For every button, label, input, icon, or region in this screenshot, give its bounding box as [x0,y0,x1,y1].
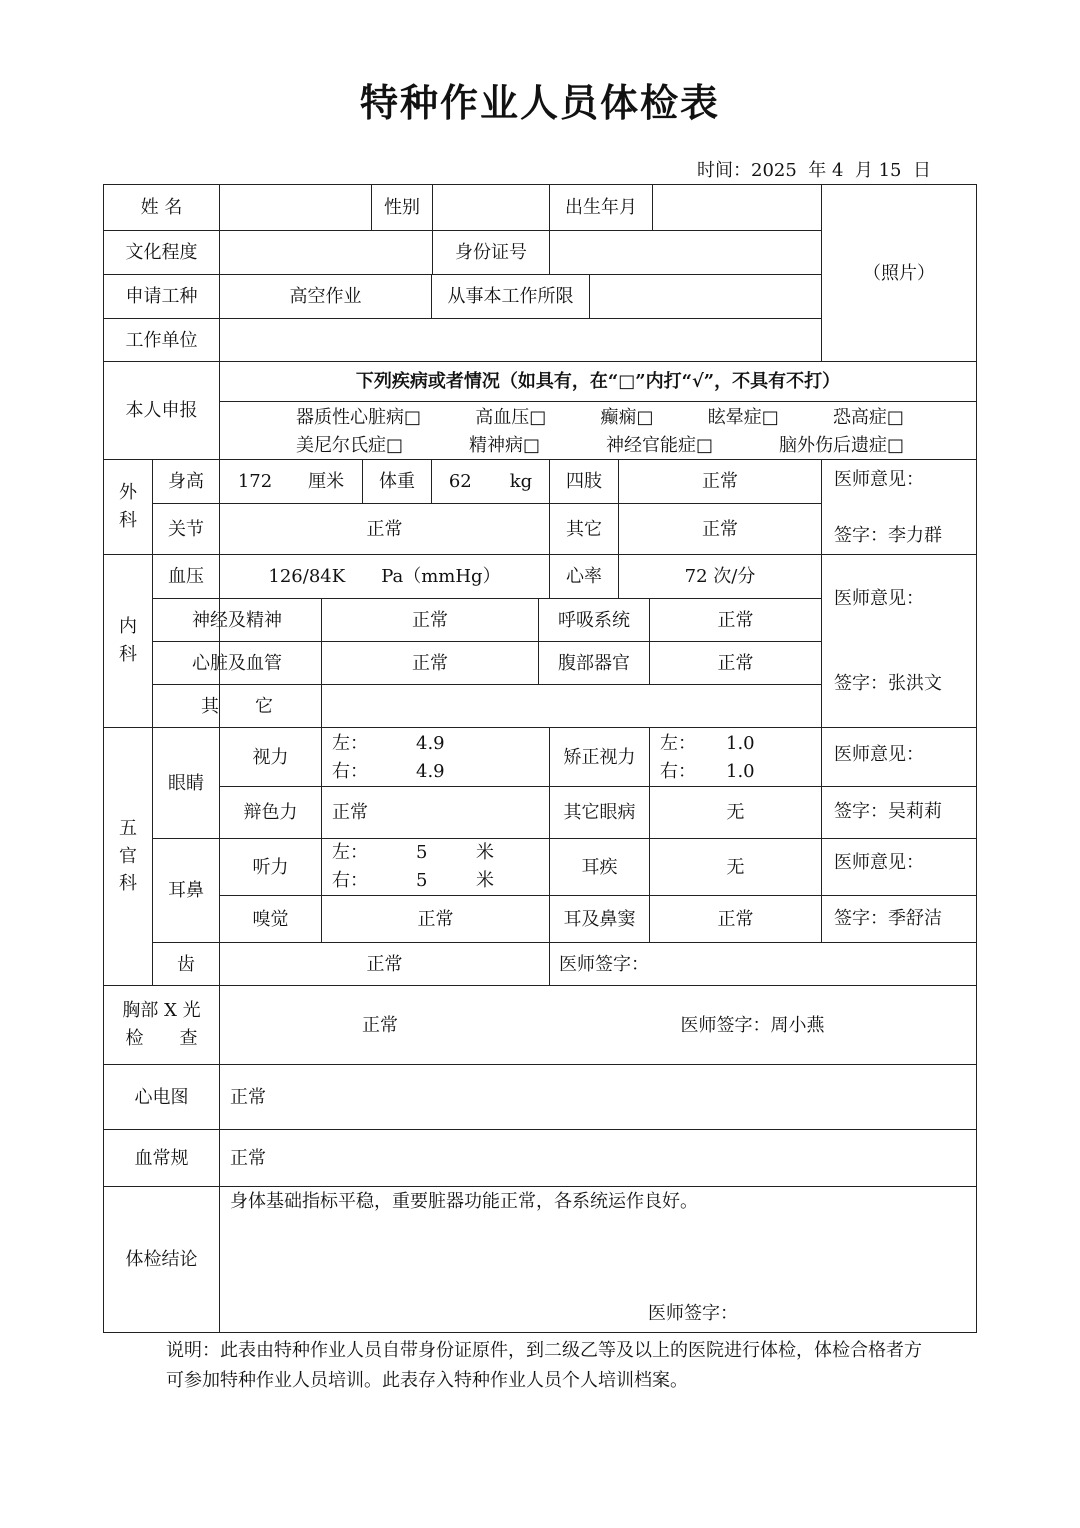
teeth-label: 齿 [177,953,195,975]
gender-field[interactable] [433,185,549,230]
footnote: 说明：此表由特种作业人员自带身份证原件，到二级乙等及以上的医院进行体检，体检合格者方可参加特种作业人员培训。此表存入特种作业人员个人培训档案。 [166,1340,922,1391]
joints-value[interactable]: 正常 [366,518,403,540]
heart-value[interactable]: 正常 [412,652,448,674]
bp-value: 126/84K [268,566,346,587]
vision-left-value: 4.9 [416,732,445,754]
xray-label-line1: 胸部 X 光 [122,1000,201,1021]
conclusion-doctor-sign: 医师签字： [648,1302,738,1324]
gender-label: 性别 [384,197,420,218]
disease-checkbox[interactable]: 恐高症□ [832,406,904,428]
bp-label: 血压 [168,566,204,587]
corrected-vision-values[interactable] [650,729,821,786]
employer-field[interactable] [220,319,821,361]
disease-checkbox[interactable]: 神经官能症□ [605,434,713,456]
self-report-label: 本人申报 [125,400,198,421]
color-vision-value[interactable]: 正常 [332,802,368,823]
id-field[interactable] [550,231,821,274]
hearing-unit: 米 [476,842,494,863]
smell-label: 嗅觉 [252,908,289,930]
internal-doctor-opinion: 医师意见： [834,587,924,609]
corrected-vision-label: 矫正视力 [563,746,636,768]
hr-label: 心率 [566,566,602,587]
internal-other-label: 其 它 [201,695,273,717]
eye-doctor-opinion: 医师意见： [834,743,924,765]
xray-label [104,986,219,1064]
nerve-label: 神经及精神 [192,609,282,631]
ear-disease-value[interactable]: 无 [726,856,745,878]
surgery-doctor-sign: 签字：李力群 [834,524,942,546]
left-label: 左： [332,732,368,754]
conclusion-label: 体检结论 [125,1249,198,1270]
sinus-value[interactable]: 正常 [717,908,754,930]
eye-doctor-sign: 签字：吴莉莉 [834,800,942,822]
left-label: 左： [332,842,368,863]
eyes-label: 眼睛 [168,772,204,794]
other-eye-label: 其它眼病 [563,802,636,823]
disease-checkbox[interactable]: 精神病□ [468,434,540,456]
disease-row-2 [296,431,904,459]
resp-value[interactable]: 正常 [717,609,754,631]
xray-doctor-sign: 医师签字：周小燕 [680,1014,825,1036]
birth-field[interactable] [653,185,821,230]
education-label: 文化程度 [125,242,198,263]
surgery-section-label: 外 科 [119,482,137,531]
ent-doctor-sign: 签字：季舒洁 [834,907,942,929]
blood-value[interactable]: 正常 [230,1147,266,1169]
right-label: 右： [332,870,368,891]
nerve-value[interactable]: 正常 [412,609,448,631]
hearing-label: 听力 [252,856,289,878]
weight-cell[interactable] [432,460,549,503]
ent-doctor-opinion: 医师意见： [834,851,924,873]
ecg-value[interactable]: 正常 [230,1086,266,1108]
blood-label: 血常规 [134,1147,189,1169]
height-unit: 厘米 [308,471,345,492]
hearing-unit: 米 [476,870,494,891]
right-label: 右： [332,760,368,782]
disease-checkbox[interactable]: 眩晕症□ [707,406,779,428]
disease-checkbox[interactable]: 脑外伤后遗症□ [778,434,904,456]
teeth-doctor-sign: 医师签字： [559,953,649,975]
heart-label: 心脏及血管 [192,652,282,674]
job-type-value[interactable]: 高空作业 [289,286,362,307]
self-report-heading: 下列疾病或者情况（如具有，在“□”内打“√”，不具有不打） [355,371,841,392]
bp-unit: Pa（mmHg） [381,566,501,587]
color-vision-label: 辩色力 [243,802,298,823]
surgery-other-value[interactable]: 正常 [702,518,738,540]
sinus-label: 耳及鼻窦 [563,908,636,930]
hr-value[interactable]: 72 次/分 [684,566,756,587]
surgery-doctor-opinion: 医师意见： [834,468,924,490]
exam-date: 时间：2025 年 4 月 15 日 [697,160,931,181]
birth-label: 出生年月 [565,197,637,218]
limbs-value[interactable]: 正常 [702,471,738,492]
corrected-left-value: 1.0 [726,732,755,754]
abdomen-value[interactable]: 正常 [717,652,754,674]
name-label: 姓 名 [140,197,183,218]
employer-label: 工作单位 [125,329,198,351]
ent-label: 耳鼻 [168,880,204,901]
height-value: 172 [237,471,273,492]
smell-value[interactable]: 正常 [417,908,454,930]
work-years-field[interactable] [590,275,821,318]
education-field[interactable] [220,231,432,274]
ear-disease-label: 耳疾 [581,856,618,878]
joints-label: 关节 [168,518,204,540]
height-label: 身高 [168,471,204,492]
hearing-left-value: 5 [416,842,428,863]
page-title: 特种作业人员体检表 [359,80,720,125]
resp-label: 呼吸系统 [558,609,630,631]
left-label: 左： [660,732,696,754]
surgery-other-label: 其它 [566,518,602,540]
xray-label-line2: 检 查 [125,1028,198,1049]
bp-cell[interactable] [220,555,549,598]
photo-box: （照片） [863,262,935,284]
teeth-value[interactable]: 正常 [366,953,403,975]
internal-section-label: 内 科 [119,616,137,665]
disease-checkbox[interactable]: 器质性心脏病□ [296,406,422,428]
weight-value: 62 [448,471,472,492]
job-type-label: 申请工种 [125,286,198,307]
id-label: 身份证号 [455,242,527,263]
weight-unit: kg [509,471,533,492]
limbs-label: 四肢 [566,471,602,492]
right-label: 右： [660,760,696,782]
conclusion-text[interactable]: 身体基础指标平稳，重要脏器功能正常，各系统运作良好。 [230,1190,698,1212]
disease-checkbox[interactable]: 癫痫□ [600,406,654,428]
internal-doctor-sign: 签字：张洪文 [834,672,942,694]
xray-value[interactable]: 正常 [362,1014,398,1036]
name-field[interactable] [220,185,371,230]
vision-label: 视力 [252,746,289,768]
ecg-label: 心电图 [134,1086,189,1108]
facial-section-label: 五 官 科 [119,817,137,895]
hearing-right-value: 5 [416,870,428,891]
hearing-values[interactable] [322,839,549,895]
corrected-right-value: 1.0 [726,760,755,782]
weight-label: 体重 [379,471,415,492]
disease-checkbox[interactable]: 美尼尔氏症□ [296,434,404,456]
work-years-label: 从事本工作所限 [447,286,574,307]
internal-other-field[interactable] [322,685,821,727]
other-eye-value[interactable]: 无 [726,802,745,823]
vision-values[interactable] [322,729,549,786]
disease-row-1 [296,403,904,431]
vision-right-value: 4.9 [416,760,445,782]
height-cell[interactable] [220,460,362,503]
disease-checkbox[interactable]: 高血压□ [475,406,547,428]
abdomen-label: 腹部器官 [558,652,630,674]
